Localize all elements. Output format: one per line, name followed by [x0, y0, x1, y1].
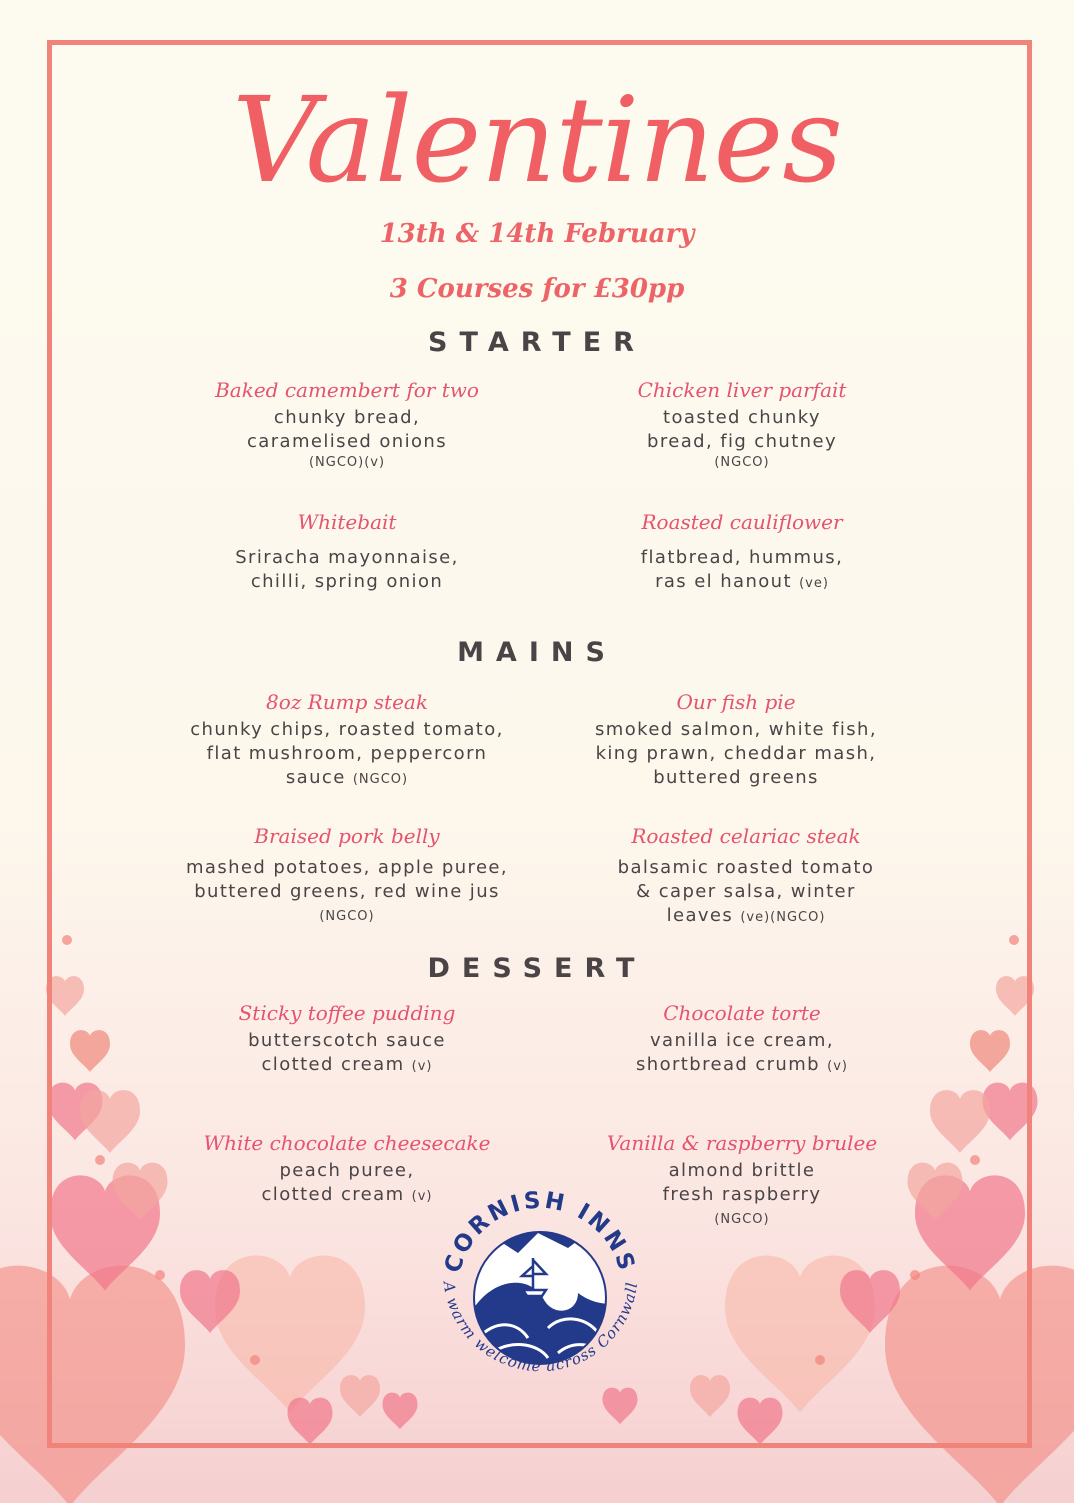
item-desc-line: clotted cream: [261, 1184, 405, 1205]
dietary-tag: (NGCO): [352, 772, 409, 787]
item-name: Roasted celariac steak: [631, 824, 861, 848]
menu-item: [157, 508, 537, 594]
item-desc-line: buttered greens, red wine jus: [194, 881, 500, 902]
item-desc-line: sauce: [285, 767, 346, 788]
menu-item: [157, 822, 537, 926]
menu-item: [546, 688, 926, 790]
item-desc-line: buttered greens: [653, 767, 819, 788]
section-mains-heading: MAINS: [457, 637, 617, 668]
item-desc-line: chunky chips, roasted tomato,: [190, 719, 504, 740]
item-desc-line: peach puree,: [279, 1160, 415, 1181]
item-desc-line: leaves: [666, 905, 734, 926]
item-name: Baked camembert for two: [215, 378, 479, 402]
item-desc-line: clotted cream: [261, 1054, 405, 1075]
item-desc-line: balsamic roasted tomato: [617, 857, 875, 878]
menu-item: [552, 376, 932, 472]
item-desc-line: flat mushroom, peppercorn: [206, 743, 488, 764]
logo-tagline: A warm welcome across Cornwall: [439, 1280, 642, 1376]
item-desc-line: mashed potatoes, apple puree,: [185, 857, 509, 878]
menu-item: [157, 376, 537, 472]
item-desc-line: toasted chunky: [663, 407, 821, 428]
item-name: Chicken liver parfait: [637, 378, 847, 402]
item-desc-line: king prawn, cheddar mash,: [595, 743, 877, 764]
dietary-tag: (ve): [799, 576, 829, 591]
dietary-tag: (NGCO): [319, 909, 375, 924]
dietary-tag: (ve)(NGCO): [740, 910, 826, 925]
menu-offer: 3 Courses for £30pp: [389, 274, 685, 304]
item-name: Vanilla & raspberry brulee: [606, 1131, 878, 1155]
item-desc-line: Sriracha mayonnaise,: [235, 547, 459, 568]
item-name: White chocolate cheesecake: [203, 1131, 491, 1155]
item-desc-line: butterscotch sauce: [248, 1030, 446, 1051]
item-desc-line: vanilla ice cream,: [649, 1030, 834, 1051]
menu-dates: 13th & 14th February: [379, 219, 695, 249]
item-desc-line: flatbread, hummus,: [640, 547, 844, 568]
item-desc-line: bread, fig chutney: [647, 431, 837, 452]
dietary-tag: (v): [411, 1059, 433, 1074]
item-desc-line: fresh raspberry: [662, 1184, 822, 1205]
item-desc-line: almond brittle: [668, 1160, 816, 1181]
dietary-tag: (v): [827, 1059, 848, 1074]
logo-name: CORNISH INNS: [439, 1187, 641, 1277]
menu-title: Valentines: [232, 71, 842, 209]
menu-item: [157, 999, 537, 1079]
section-starter-heading: STARTER: [428, 327, 646, 358]
item-desc-line: & caper salsa, winter: [636, 881, 856, 902]
menu-item: [552, 508, 932, 596]
item-name: Roasted cauliflower: [641, 510, 843, 534]
section-dessert-heading: DESSERT: [427, 953, 647, 984]
dietary-tag: (v): [411, 1189, 433, 1204]
dietary-tag: (NGCO): [714, 455, 770, 470]
item-desc-line: chunky bread,: [273, 407, 421, 428]
item-name: Braised pork belly: [254, 824, 440, 848]
cornish-inns-logo: [428, 1178, 653, 1403]
item-name: Sticky toffee pudding: [238, 1001, 456, 1025]
item-name: Our fish pie: [676, 690, 796, 714]
item-desc-line: chilli, spring onion: [250, 571, 444, 592]
dietary-tag: (NGCO)(v): [308, 455, 386, 470]
menu-item: [556, 822, 936, 930]
item-desc-line: shortbread crumb: [636, 1054, 821, 1075]
dietary-tag: (NGCO): [714, 1212, 770, 1227]
item-name: Chocolate torte: [663, 1001, 821, 1025]
item-name: 8oz Rump steak: [266, 690, 428, 714]
item-name: Whitebait: [297, 510, 397, 534]
item-desc-line: caramelised onions: [247, 431, 447, 452]
item-desc-line: smoked salmon, white fish,: [595, 719, 877, 740]
menu-item: [552, 999, 932, 1079]
menu-item: [157, 688, 537, 792]
item-desc-line: ras el hanout: [655, 571, 792, 592]
